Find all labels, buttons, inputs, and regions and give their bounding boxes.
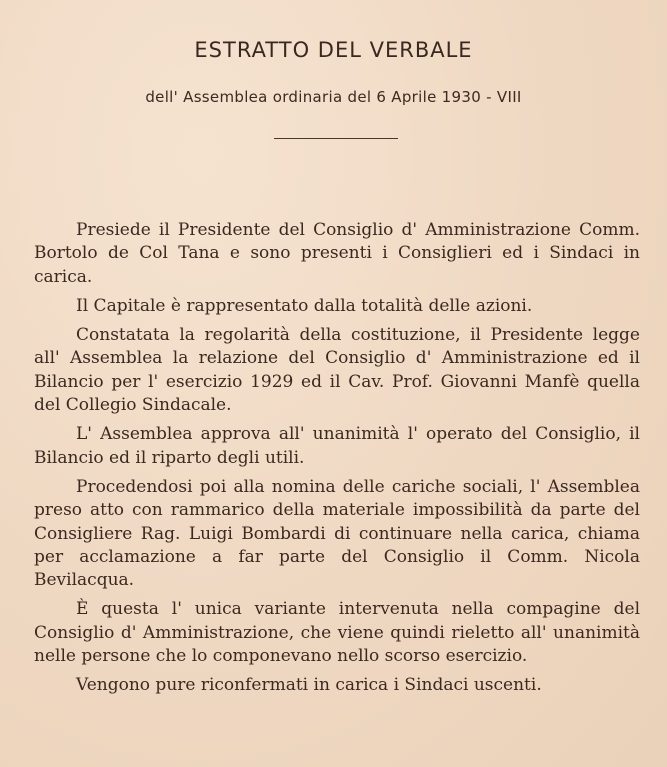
paragraph-report: Constatata la regolarità della costituzione, il Presidente legge all' Assemblea la relazione del Consiglio d' Amministrazione ed il Bilancio per l' esercizio 1929 ed il Cav. Prof. Giovanni Manfè quella del Collegio Sindacale. xyxy=(34,325,640,416)
paragraph-approval: L' Assemblea approva all' unanimità l' operato del Consiglio, il Bilancio ed il riparto degli utili. xyxy=(34,424,640,468)
paragraph-nomination: Procedendosi poi alla nomina delle cariche sociali, l' Assemblea preso atto con rammarico della materiale impossibilità da parte del Consigliere Rag. Luigi Bombardi di continuare nella carica, chiama per acclamazione a far parte del Consiglio il Comm. Nicola Bevilacqua. xyxy=(34,476,640,591)
document-subtitle: dell' Assemblea ordinaria del 6 Aprile 1930 - VIII xyxy=(145,88,522,106)
paragraph-reelection: È questa l' unica variante intervenuta nella compagine del Consiglio d' Amministrazione, che viene quindi rieletto all' unanimità nelle persone che lo componevano nello scorso esercizio. xyxy=(34,599,640,667)
document-body xyxy=(34,219,640,704)
paragraph-auditors: Vengono pure riconfermati in carica i Sindaci uscenti. xyxy=(76,675,542,696)
document-title: ESTRATTO DEL VERBALE xyxy=(194,38,473,62)
title-divider xyxy=(274,138,398,139)
paragraph-presidency: Presiede il Presidente del Consiglio d' Amministrazione Comm. Bortolo de Col Tana e sono presenti i Consiglieri ed i Sindaci in carica. xyxy=(34,220,640,287)
paragraph-capital: Il Capitale è rappresentato dalla totalità delle azioni. xyxy=(76,295,533,316)
